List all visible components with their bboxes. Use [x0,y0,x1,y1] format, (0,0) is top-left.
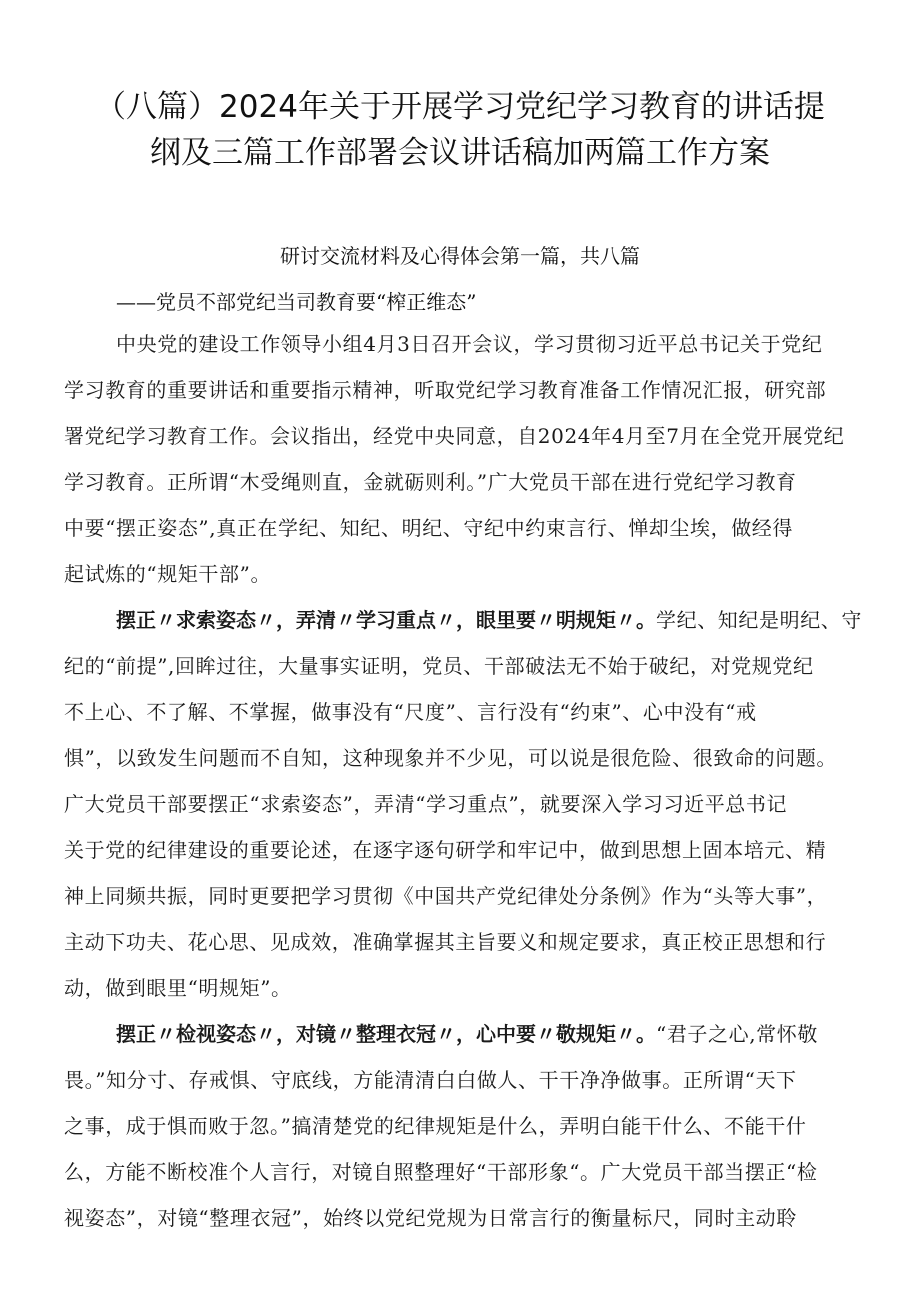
paragraph-2-line: 关于党的纪律建设的重要论述，在逐字逐句研学和牢记中，做到思想上固本培元、精 [64,838,827,862]
paragraph-3-heading: 摆正〃检视姿态〃，对镜〃整理衣冠〃，心中要〃敬规矩〃。 [116,1022,656,1046]
paragraph-3-line: 么，方能不断校准个人言行，对镜自照整理好“干部形象“。广大党员干部当摆正“检 [64,1160,818,1184]
paragraph-2-heading: 摆正〃求索姿态〃，弄清〃学习重点〃，眼里要〃明规矩〃。 [116,608,656,632]
section-tagline: ——党员不部党纪当司教育要“榨正维态” [116,290,477,314]
paragraph-2-line: 不上心、不了解、不掌握，做事没有“尺度”、言行没有“约束”、心中没有“戒 [64,700,757,724]
document-title-line-1: （八篇）2024年关于开展学习党纪学习教育的讲话提 [95,89,825,125]
paragraph-2-line: 动，做到眼里“明规矩”。 [64,976,292,1000]
paragraph-1-line: 中要“摆正姿态”,真正在学纪、知纪、明纪、守纪中约束言行、惮却尘埃，做经得 [64,516,794,540]
paragraph-2-line: 神上同频共振，同时更要把学习贯彻《中国共产党纪律处分条例》作为“头等大事”， [64,884,828,908]
section-subtitle: 研讨交流材料及心得体会第一篇，共八篇 [280,244,640,268]
paragraph-2-first-text: 学纪、知纪是明纪、守 [656,608,862,632]
paragraph-1-line: 起试炼的“规矩干部”。 [64,562,272,586]
paragraph-3-first-line [116,1016,864,1052]
paragraph-1-line: 学习教育。正所谓“木受绳则直，金就砺则利。”广大党员干部在进行党纪学习教育 [64,470,797,494]
paragraph-2-first-line [116,602,864,638]
paragraph-1-line: 中央党的建设工作领导小组4月3日召开会议，学习贯彻习近平总书记关于党纪 [116,332,823,356]
document-title-line-2: 纲及三篇工作部署会议讲话稿加两篇工作方案 [150,135,770,171]
paragraph-1-line: 学习教育的重要讲话和重要指示精神，听取党纪学习教育准备工作情况汇报，研究部 [64,378,827,402]
paragraph-2-line: 主动下功夫、花心思、见成效，准确掌握其主旨要义和规定要求，真正校正思想和行 [64,930,827,954]
paragraph-2-line: 惧”，以致发生问题而不自知，这种现象并不少见，可以说是很危险、很致命的问题。 [64,746,838,770]
paragraph-3-line: 畏。”知分寸、存戒惧、守底线，方能清清白白做人、干干净净做事。正所谓“天下 [64,1068,797,1092]
paragraph-2-line: 广大党员干部要摆正“求索姿态”，弄清“学习重点”，就要深入学习习近平总书记 [64,792,788,816]
paragraph-3-line: 视姿态”，对镜“整理衣冠”，始终以党纪党规为日常言行的衡量标尺，同时主动聆 [64,1206,797,1230]
paragraph-1-line: 署党纪学习教育工作。会议指出，经党中央同意，自2024年4月至7月在全党开展党纪 [64,424,845,448]
paragraph-2-line: 纪的“前提”,回眸过往，大量事实证明，党员、干部破法无不始于破纪，对党规党纪 [64,654,814,678]
paragraph-3-first-text: “君子之心,常怀敬 [656,1022,818,1046]
paragraph-3-line: 之事，成于惧而败于忽。”搞清楚党的纪律规矩是什么，弄明白能干什么、不能干什 [64,1114,807,1138]
